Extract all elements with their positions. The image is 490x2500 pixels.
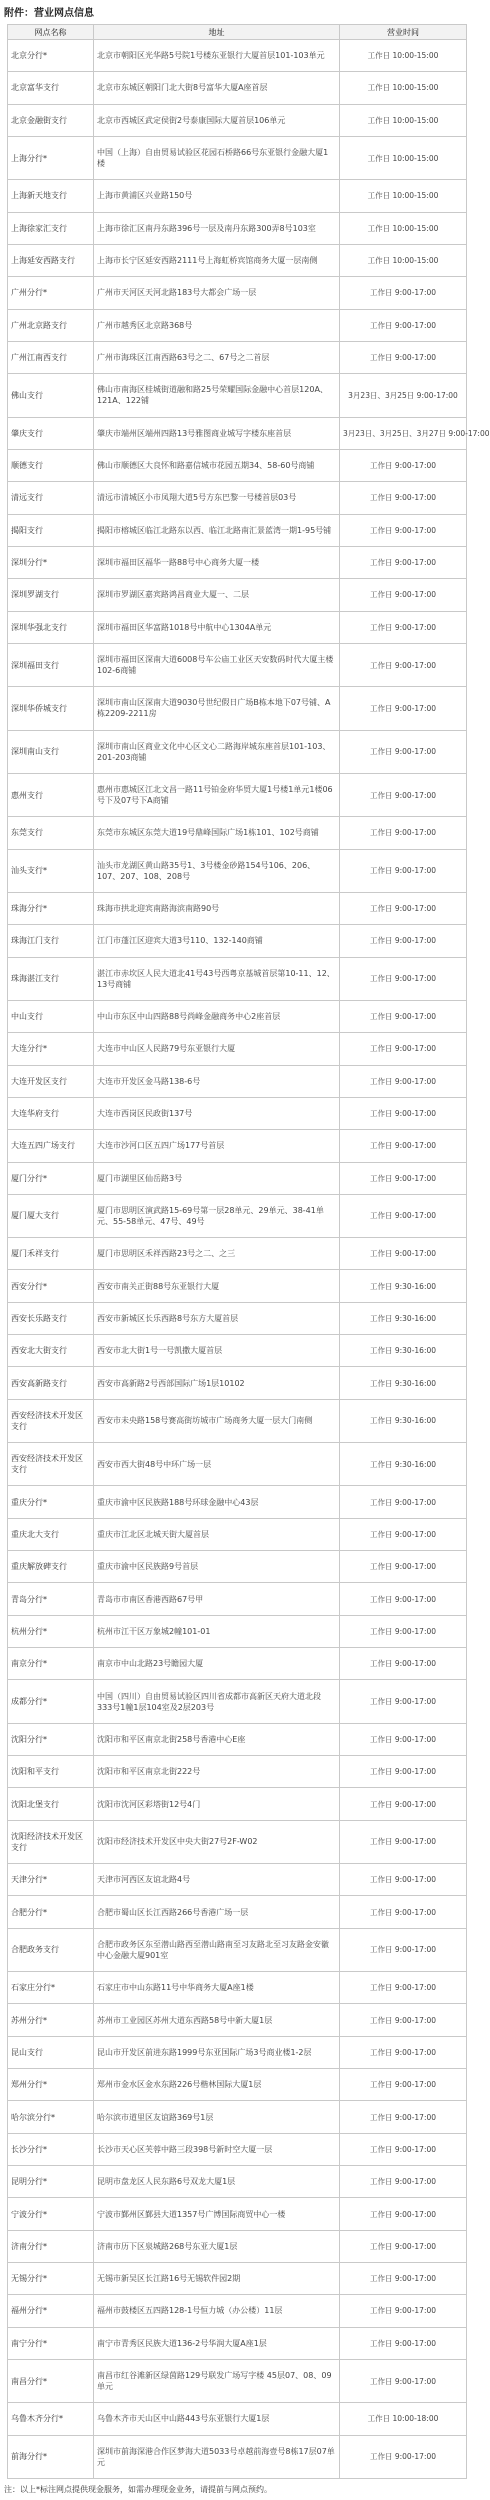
branch-address-cell: 沈阳市经济技术开发区中央大街27号2F-W02 (94, 1820, 340, 1863)
table-row (8, 104, 467, 136)
branch-hours-cell: 工作日 9:00-17:00 (340, 2166, 467, 2198)
table-row (8, 1788, 467, 1820)
branch-name-cell: 上海新天地支行 (8, 180, 94, 212)
table-row (8, 1000, 467, 1032)
table-row (8, 40, 467, 72)
branch-name-cell: 深圳华侨城支行 (8, 687, 94, 730)
branch-hours-cell: 工作日 9:00-17:00 (340, 341, 467, 373)
branch-address-cell: 深圳市南山区商业文化中心区文心二路海岸城东座首层101-103、201-203商铺 (94, 730, 340, 773)
branch-name-cell: 郑州分行* (8, 2069, 94, 2101)
branch-name-cell: 南京分行* (8, 1648, 94, 1680)
branch-hours-cell: 工作日 9:00-17:00 (340, 482, 467, 514)
branch-address-cell: 上海市徐汇区南丹东路396号一层及南丹东路300弄8号103室 (94, 212, 340, 244)
table-row (8, 925, 467, 957)
branch-hours-cell: 工作日 10:00-15:00 (340, 212, 467, 244)
branch-name-cell: 沈阳北堡支行 (8, 1788, 94, 1820)
branch-name-cell: 广州江南西支行 (8, 341, 94, 373)
table-row (8, 2295, 467, 2327)
table-row (8, 309, 467, 341)
branch-address-cell: 合肥市蜀山区长江西路266号香港广场一层 (94, 1896, 340, 1928)
table-row (8, 1302, 467, 1334)
branch-hours-cell: 工作日 9:00-17:00 (340, 1162, 467, 1194)
branch-name-cell: 前海分行* (8, 2435, 94, 2478)
table-row (8, 514, 467, 546)
table-row (8, 579, 467, 611)
branch-hours-cell: 工作日 9:00-17:00 (340, 449, 467, 481)
branch-name-cell: 宁波分行* (8, 2198, 94, 2230)
branch-address-cell: 深圳市南山区深南大道9030号世纪假日广场B栋本地下07号铺、A栋2209-2211房 (94, 687, 340, 730)
branch-address-cell: 深圳市福田区深南大道6008号车公庙工业区天安数码时代大厦主楼102-6商铺 (94, 643, 340, 686)
branch-hours-cell: 工作日 9:00-17:00 (340, 817, 467, 849)
branch-name-cell: 西安长乐路支行 (8, 1302, 94, 1334)
branch-name-cell: 天津分行* (8, 1864, 94, 1896)
table-row (8, 1162, 467, 1194)
table-row (8, 546, 467, 578)
branch-name-cell: 大连分行* (8, 1033, 94, 1065)
table-row (8, 2230, 467, 2262)
table-row (8, 1033, 467, 1065)
branch-address-cell: 深圳市罗湖区嘉宾路鸿昌商业大厦一、二层 (94, 579, 340, 611)
branch-hours-cell: 工作日 9:00-17:00 (340, 1000, 467, 1032)
branch-hours-cell: 工作日 9:30-16:00 (340, 1302, 467, 1334)
table-row (8, 1928, 467, 1971)
table-row (8, 687, 467, 730)
branch-name-cell: 大连开发区支行 (8, 1065, 94, 1097)
branch-hours-cell: 工作日 9:00-17:00 (340, 514, 467, 546)
table-row (8, 1443, 467, 1486)
branch-hours-cell: 工作日 9:30-16:00 (340, 1443, 467, 1486)
branch-hours-cell: 工作日 9:00-17:00 (340, 925, 467, 957)
branch-address-cell: 广州市越秀区北京路368号 (94, 309, 340, 341)
branch-address-cell: 深圳市前海深港合作区梦海大道5033号卓越前海壹号8栋17层07单元 (94, 2435, 340, 2478)
branch-address-cell: 北京市西城区武定侯街2号泰康国际大厦首层106单元 (94, 104, 340, 136)
branch-address-cell: 西安市未央路158号赛高街坊城市广场商务大厦一层大门南侧 (94, 1399, 340, 1442)
branch-address-cell: 广州市海珠区江南西路63号之二、67号之二首层 (94, 341, 340, 373)
branch-hours-cell: 工作日 9:30-16:00 (340, 1270, 467, 1302)
branch-hours-cell: 工作日 9:00-17:00 (340, 546, 467, 578)
table-row (8, 1756, 467, 1788)
footnote: 注：以上*标注网点提供现金服务，如需办理现金业务，请提前与网点预约。 (4, 2485, 272, 2494)
branch-address-cell: 西安市北大街1号一号凯撒大厦首层 (94, 1335, 340, 1367)
branch-hours-cell: 工作日 9:00-17:00 (340, 1788, 467, 1820)
branch-address-cell: 重庆市江北区北城天街大厦首层 (94, 1518, 340, 1550)
table-row (8, 730, 467, 773)
branch-name-cell: 石家庄分行* (8, 1972, 94, 2004)
table-row (8, 180, 467, 212)
branch-address-cell: 重庆市渝中区民族路9号首层 (94, 1551, 340, 1583)
branch-address-cell: 宁波市鄞州区鄞县大道1357号广博国际商贸中心一楼 (94, 2198, 340, 2230)
branch-name-cell: 乌鲁木齐分行* (8, 2403, 94, 2435)
table-row (8, 1615, 467, 1647)
branch-address-cell: 西安市新城区长乐西路8号东方大厦首层 (94, 1302, 340, 1334)
column-header-hours: 营业时间 (340, 25, 467, 40)
branch-name-cell: 东莞支行 (8, 817, 94, 849)
branch-address-cell: 江门市蓬江区迎宾大道3号110、132-140商铺 (94, 925, 340, 957)
branch-hours-cell: 工作日 9:00-17:00 (340, 1928, 467, 1971)
table-row (8, 482, 467, 514)
table-row (8, 817, 467, 849)
branch-name-cell: 重庆分行* (8, 1486, 94, 1518)
branch-address-cell: 济南市历下区泉城路268号东亚大厦1层 (94, 2230, 340, 2262)
branch-hours-cell: 工作日 9:00-17:00 (340, 1551, 467, 1583)
branch-name-cell: 无锡分行* (8, 2263, 94, 2295)
branch-hours-cell: 工作日 9:00-17:00 (340, 2359, 467, 2402)
branch-name-cell: 重庆北大支行 (8, 1518, 94, 1550)
branch-hours-cell: 工作日 9:30-16:00 (340, 1335, 467, 1367)
table-row (8, 2036, 467, 2068)
branch-hours-cell: 工作日 9:00-17:00 (340, 1615, 467, 1647)
branch-name-cell: 合肥分行* (8, 1896, 94, 1928)
branch-hours-cell: 工作日 9:00-17:00 (340, 1972, 467, 2004)
branch-address-cell: 杭州市江干区万象城2幢101-01 (94, 1615, 340, 1647)
branch-table (7, 24, 490, 2479)
branch-hours-cell: 工作日 9:00-17:00 (340, 2295, 467, 2327)
branch-name-cell: 珠海湛江支行 (8, 957, 94, 1000)
table-row (8, 2327, 467, 2359)
branch-address-cell: 沈阳市和平区南京北街222号 (94, 1756, 340, 1788)
branch-address-cell: 大连市沙河口区五四广场177号首层 (94, 1130, 340, 1162)
branch-hours-cell: 工作日 9:00-17:00 (340, 730, 467, 773)
branch-address-cell: 苏州市工业园区苏州大道东西路58号中新大厦1层 (94, 2004, 340, 2036)
branch-hours-cell: 工作日 9:00-17:00 (340, 2004, 467, 2036)
branch-address-cell: 惠州市惠城区江北文昌一路11号铂金府华贸大厦1号楼1单元1楼06号下及07号下A商铺 (94, 773, 340, 816)
branch-name-cell: 深圳罗湖支行 (8, 579, 94, 611)
branch-hours-cell: 工作日 9:00-17:00 (340, 2101, 467, 2133)
table-row (8, 849, 467, 892)
table-row (8, 341, 467, 373)
branch-address-cell: 湛江市赤坎区人民大道北41号43号西粤京基城首层第10-11、12、13号商铺 (94, 957, 340, 1000)
table-row (8, 2166, 467, 2198)
branch-name-cell: 北京富华支行 (8, 72, 94, 104)
branch-name-cell: 青岛分行* (8, 1583, 94, 1615)
branch-address-cell: 哈尔滨市道里区友谊路369号1层 (94, 2101, 340, 2133)
branch-address-cell: 沈阳市和平区南京北街258号香港中心E座 (94, 1723, 340, 1755)
table-row (8, 1583, 467, 1615)
branch-address-cell: 郑州市金水区金水东路226号楷林国际大厦1层 (94, 2069, 340, 2101)
branch-address-cell: 重庆市渝中区民族路188号环球金融中心43层 (94, 1486, 340, 1518)
branch-hours-cell: 工作日 9:00-17:00 (340, 1756, 467, 1788)
branch-hours-cell: 工作日 10:00-15:00 (340, 104, 467, 136)
branch-address-cell: 乌鲁木齐市天山区中山路443号东亚银行大厦1层 (94, 2403, 340, 2435)
branch-address-cell: 天津市河西区友谊北路4号 (94, 1864, 340, 1896)
table-row (8, 1399, 467, 1442)
table-row (8, 1896, 467, 1928)
branch-address-cell: 西安市高新路2号西部国际广场1层10102 (94, 1367, 340, 1399)
table-row (8, 1238, 467, 1270)
table-row (8, 1518, 467, 1550)
branch-hours-cell: 工作日 9:00-17:00 (340, 957, 467, 1000)
table-row (8, 2435, 467, 2478)
branch-name-cell: 惠州支行 (8, 773, 94, 816)
branch-address-cell: 大连市开发区金马路138-6号 (94, 1065, 340, 1097)
table-row (8, 2359, 467, 2402)
table-row (8, 72, 467, 104)
branch-name-cell: 昆明分行* (8, 2166, 94, 2198)
branch-address-cell: 深圳市福田区福华一路88号中心商务大厦一楼 (94, 546, 340, 578)
branch-name-cell: 成都分行* (8, 1680, 94, 1723)
branch-address-cell: 厦门市思明区禾祥西路23号之二、之三 (94, 1238, 340, 1270)
branch-hours-cell: 工作日 9:00-17:00 (340, 2069, 467, 2101)
branch-hours-cell: 工作日 9:00-17:00 (340, 2435, 467, 2478)
branch-hours-cell: 工作日 9:00-17:00 (340, 1723, 467, 1755)
branch-hours-cell: 工作日 9:00-17:00 (340, 309, 467, 341)
branch-name-cell: 南宁分行* (8, 2327, 94, 2359)
branch-name-cell: 西安北大街支行 (8, 1335, 94, 1367)
table-row (8, 2101, 467, 2133)
branch-name-cell: 深圳华强北支行 (8, 611, 94, 643)
branch-address-cell: 北京市朝阳区光华路5号院1号楼东亚银行大厦首层101-103单元 (94, 40, 340, 72)
branch-name-cell: 沈阳和平支行 (8, 1756, 94, 1788)
branch-address-cell: 中山市东区中山四路88号尚峰金融商务中心2座首层 (94, 1000, 340, 1032)
branch-address-cell: 佛山市南海区桂城街道融和路25号荣耀国际金融中心首层120A、121A、122铺 (94, 374, 340, 417)
branch-address-cell: 佛山市顺德区大良怀和路嘉信城市花园五期34、58-60号商铺 (94, 449, 340, 481)
table-row (8, 1130, 467, 1162)
table-row (8, 2403, 467, 2435)
branch-address-cell: 南宁市青秀区民族大道136-2号华润大厦A座1层 (94, 2327, 340, 2359)
branch-name-cell: 西安经济技术开发区支行 (8, 1399, 94, 1442)
branch-name-cell: 西安经济技术开发区支行 (8, 1443, 94, 1486)
table-row (8, 957, 467, 1000)
branch-address-cell: 广州市天河区天河北路183号大都会广场一层 (94, 277, 340, 309)
branch-hours-cell: 工作日 9:00-17:00 (340, 892, 467, 924)
table-row (8, 277, 467, 309)
branch-hours-cell: 工作日 9:00-17:00 (340, 1065, 467, 1097)
branch-name-cell: 昆山支行 (8, 2036, 94, 2068)
branch-hours-cell: 工作日 9:00-17:00 (340, 1583, 467, 1615)
table-row (8, 1972, 467, 2004)
branch-address-cell: 西安市西大街48号中环广场一层 (94, 1443, 340, 1486)
table-row (8, 1820, 467, 1863)
branch-hours-cell: 工作日 9:00-17:00 (340, 1518, 467, 1550)
branch-name-cell: 佛山支行 (8, 374, 94, 417)
branch-hours-cell: 工作日 9:00-17:00 (340, 579, 467, 611)
branch-hours-cell: 工作日 9:00-17:00 (340, 1130, 467, 1162)
branch-name-cell: 重庆解放碑支行 (8, 1551, 94, 1583)
table-row (8, 1864, 467, 1896)
branch-hours-cell: 工作日 10:00-15:00 (340, 244, 467, 276)
branch-hours-cell: 3月23日、3月25日、3月27日 9:00-17:00 (340, 417, 467, 449)
branch-hours-cell: 工作日 9:00-17:00 (340, 1238, 467, 1270)
branch-address-cell: 肇庆市端州区端州四路13号雅图商业城写字楼东座首层 (94, 417, 340, 449)
branch-name-cell: 深圳分行* (8, 546, 94, 578)
branch-hours-cell: 工作日 9:00-17:00 (340, 2327, 467, 2359)
branch-hours-cell: 工作日 9:00-17:00 (340, 1194, 467, 1237)
branch-name-cell: 杭州分行* (8, 1615, 94, 1647)
branch-name-cell: 揭阳支行 (8, 514, 94, 546)
table-row (8, 1097, 467, 1129)
branch-name-cell: 上海延安西路支行 (8, 244, 94, 276)
branch-hours-cell: 工作日 9:00-17:00 (340, 643, 467, 686)
branch-hours-cell: 工作日 9:00-17:00 (340, 277, 467, 309)
table-row (8, 212, 467, 244)
branch-address-cell: 珠海市拱北迎宾南路海滨南路90号 (94, 892, 340, 924)
branch-address-cell: 汕头市龙湖区黄山路35号1、3号楼金砂路154号106、206、107、207、108、208号 (94, 849, 340, 892)
branch-address-cell: 南昌市红谷滩新区绿茵路129号联发广场写字楼 45层07、08、09单元 (94, 2359, 340, 2402)
branch-address-cell: 北京市东城区朝阳门北大街8号富华大厦A座首层 (94, 72, 340, 104)
table-row (8, 1680, 467, 1723)
branch-name-cell: 大连五四广场支行 (8, 1130, 94, 1162)
branch-address-cell: 中国（上海）自由贸易试验区花园石桥路66号东亚银行金融大厦1楼 (94, 136, 340, 179)
branch-address-cell: 清远市清城区小市凤翔大道5号方东巴黎一号楼首层03号 (94, 482, 340, 514)
branch-hours-cell: 工作日 9:30-16:00 (340, 1399, 467, 1442)
table-row (8, 2198, 467, 2230)
branch-name-cell: 厦门厦大支行 (8, 1194, 94, 1237)
table-row (8, 1065, 467, 1097)
branch-name-cell: 沈阳经济技术开发区支行 (8, 1820, 94, 1863)
table-row (8, 1648, 467, 1680)
branch-name-cell: 北京分行* (8, 40, 94, 72)
branch-name-cell: 中山支行 (8, 1000, 94, 1032)
branch-hours-cell: 工作日 9:00-17:00 (340, 2036, 467, 2068)
branch-hours-cell: 工作日 10:00-15:00 (340, 72, 467, 104)
branch-address-cell: 长沙市天心区芙蓉中路三段398号新时空大厦一层 (94, 2133, 340, 2165)
branch-table-body (8, 40, 490, 2479)
branch-name-cell: 珠海分行* (8, 892, 94, 924)
branch-address-cell: 沈阳市沈河区彩塔街12号4门 (94, 1788, 340, 1820)
column-header-name: 网点名称 (8, 25, 94, 40)
table-row (8, 449, 467, 481)
branch-name-cell: 北京金融街支行 (8, 104, 94, 136)
branch-name-cell: 长沙分行* (8, 2133, 94, 2165)
table-row (8, 611, 467, 643)
branch-address-cell: 上海市黄浦区兴业路150号 (94, 180, 340, 212)
branch-name-cell: 西安分行* (8, 1270, 94, 1302)
branch-address-cell: 厦门市思明区演武路15-69号第一层28单元、29单元、38-41单元、55-58单元、47号、49号 (94, 1194, 340, 1237)
branch-address-cell: 上海市长宁区延安西路2111号上海虹桥宾馆商务大厦一层南侧 (94, 244, 340, 276)
branch-address-cell: 福州市鼓楼区五四路128-1号恒力城（办公楼）11层 (94, 2295, 340, 2327)
branch-hours-cell: 工作日 9:00-17:00 (340, 1486, 467, 1518)
branch-name-cell: 汕头支行* (8, 849, 94, 892)
branch-hours-cell: 工作日 9:00-17:00 (340, 1033, 467, 1065)
branch-hours-cell: 工作日 9:00-17:00 (340, 2198, 467, 2230)
branch-name-cell: 厦门禾祥支行 (8, 1238, 94, 1270)
branch-hours-cell: 工作日 9:00-17:00 (340, 2133, 467, 2165)
branch-address-cell: 揭阳市榕城区临江北路东以西、临江北路南汇景蓝湾一期1-95号铺 (94, 514, 340, 546)
branch-hours-cell: 工作日 9:00-17:00 (340, 1680, 467, 1723)
branch-address-cell: 昆明市盘龙区人民东路6号双龙大厦1层 (94, 2166, 340, 2198)
branch-hours-cell: 工作日 10:00-18:00 (340, 2403, 467, 2435)
table-row (8, 2133, 467, 2165)
branch-name-cell: 南昌分行* (8, 2359, 94, 2402)
branch-address-cell: 厦门市湖里区仙岳路3号 (94, 1162, 340, 1194)
branch-hours-cell: 工作日 9:00-17:00 (340, 687, 467, 730)
branch-name-cell: 苏州分行* (8, 2004, 94, 2036)
branch-name-cell: 西安高新路支行 (8, 1367, 94, 1399)
table-row (8, 2004, 467, 2036)
branch-name-cell: 深圳福田支行 (8, 643, 94, 686)
branch-hours-cell: 工作日 9:00-17:00 (340, 1820, 467, 1863)
branch-name-cell: 福州分行* (8, 2295, 94, 2327)
branch-hours-cell: 工作日 10:00-15:00 (340, 180, 467, 212)
table-row (8, 1551, 467, 1583)
branch-name-cell: 珠海江门支行 (8, 925, 94, 957)
branch-hours-cell: 工作日 9:00-17:00 (340, 1896, 467, 1928)
branch-address-cell: 大连市西岗区民政街137号 (94, 1097, 340, 1129)
table-row (8, 773, 467, 816)
branch-name-cell: 合肥政务支行 (8, 1928, 94, 1971)
table-row (8, 1486, 467, 1518)
table-row (8, 244, 467, 276)
branch-address-cell: 大连市中山区人民路79号东亚银行大厦 (94, 1033, 340, 1065)
branch-name-cell: 顺德支行 (8, 449, 94, 481)
branch-address-cell: 无锡市新吴区长江路16号无锡软件园2期 (94, 2263, 340, 2295)
page-title: 附件：营业网点信息 (4, 8, 94, 19)
table-row (8, 374, 467, 417)
branch-address-cell: 深圳市福田区华富路1018号中航中心1304A单元 (94, 611, 340, 643)
branch-name-cell: 广州北京路支行 (8, 309, 94, 341)
table-row (8, 1367, 467, 1399)
table-row (8, 643, 467, 686)
branch-name-cell: 广州分行* (8, 277, 94, 309)
branch-hours-cell: 工作日 9:00-17:00 (340, 773, 467, 816)
branch-name-cell: 沈阳分行* (8, 1723, 94, 1755)
branch-hours-cell: 工作日 9:00-17:00 (340, 1648, 467, 1680)
branch-name-cell: 厦门分行* (8, 1162, 94, 1194)
table-row (8, 2263, 467, 2295)
branch-name-cell: 大连华府支行 (8, 1097, 94, 1129)
table-row (8, 1723, 467, 1755)
branch-name-cell: 济南分行* (8, 2230, 94, 2262)
branch-hours-cell: 3月23日、3月25日 9:00-17:00 (340, 374, 467, 417)
branch-hours-cell: 工作日 9:00-17:00 (340, 611, 467, 643)
table-row (8, 136, 467, 179)
branch-hours-cell: 工作日 9:30-16:00 (340, 1367, 467, 1399)
table-row (8, 892, 467, 924)
branch-name-cell: 上海徐家汇支行 (8, 212, 94, 244)
branch-address-cell: 青岛市市南区香港西路67号甲 (94, 1583, 340, 1615)
branch-address-cell: 中国（四川）自由贸易试验区四川省成都市高新区天府大道北段 333号1幢1层104室及2层203号 (94, 1680, 340, 1723)
table-row (8, 417, 467, 449)
branch-hours-cell: 工作日 10:00-15:00 (340, 136, 467, 179)
branch-address-cell: 东莞市东城区东莞大道19号鼎峰国际广场1栋101、102号商铺 (94, 817, 340, 849)
branch-address-cell: 昆山市开发区前进东路1999号东亚国际广场3号商业楼1-2层 (94, 2036, 340, 2068)
branch-hours-cell: 工作日 9:00-17:00 (340, 2263, 467, 2295)
table-row (8, 1335, 467, 1367)
branch-address-cell: 南京市中山北路23号瞻园大厦 (94, 1648, 340, 1680)
branch-address-cell: 石家庄市中山东路11号中华商务大厦A座1楼 (94, 1972, 340, 2004)
branch-name-cell: 上海分行* (8, 136, 94, 179)
table-row (8, 2069, 467, 2101)
column-header-address: 地址 (94, 25, 340, 40)
branch-name-cell: 哈尔滨分行* (8, 2101, 94, 2133)
branch-address-cell: 西安市南关正街88号东亚银行大厦 (94, 1270, 340, 1302)
branch-hours-cell: 工作日 10:00-15:00 (340, 40, 467, 72)
branch-hours-cell: 工作日 9:00-17:00 (340, 1864, 467, 1896)
branch-name-cell: 深圳南山支行 (8, 730, 94, 773)
branch-address-cell: 合肥市政务区东至潜山路西至潜山路南至习友路北至习友路金安徽中心金融大厦901室 (94, 1928, 340, 1971)
branch-hours-cell: 工作日 9:00-17:00 (340, 1097, 467, 1129)
table-row (8, 1270, 467, 1302)
table-row (8, 1194, 467, 1237)
branch-hours-cell: 工作日 9:00-17:00 (340, 849, 467, 892)
branch-hours-cell: 工作日 9:00-17:00 (340, 2230, 467, 2262)
branch-name-cell: 清远支行 (8, 482, 94, 514)
table-header-row (8, 25, 467, 40)
branch-name-cell: 肇庆支行 (8, 417, 94, 449)
